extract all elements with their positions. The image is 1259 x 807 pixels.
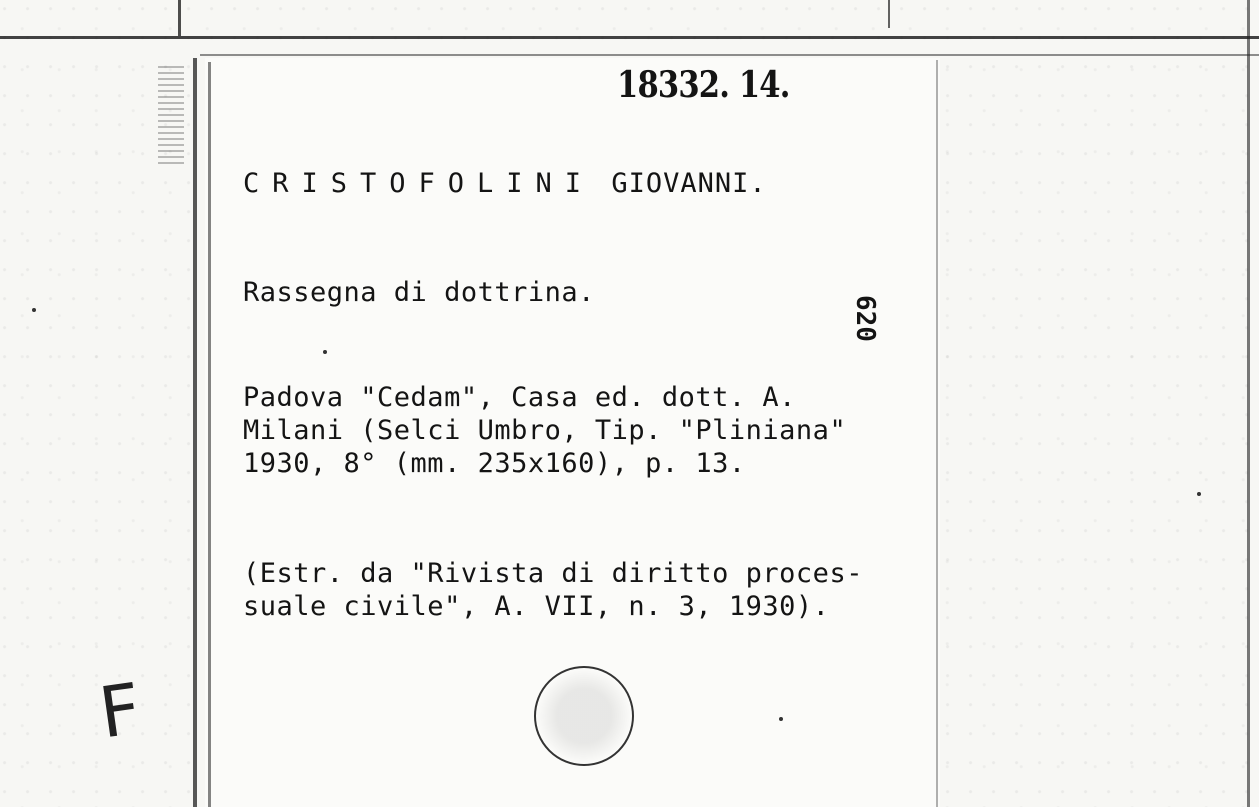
speck bbox=[323, 350, 327, 354]
divider bbox=[200, 54, 1259, 56]
card-edge bbox=[208, 62, 211, 807]
library-stamp bbox=[534, 666, 634, 766]
author-surname: CRISTOFOLINI bbox=[243, 168, 595, 199]
card-edge bbox=[193, 58, 197, 807]
imprint-line: Padova "Cedam", Casa ed. dott. A. bbox=[243, 382, 796, 413]
author-given-name: GIOVANNI. bbox=[611, 168, 767, 199]
side-code: 620 bbox=[850, 295, 880, 342]
divider bbox=[178, 0, 181, 36]
note-line: suale civile", A. VII, n. 3, 1930). bbox=[243, 591, 830, 622]
imprint-line: Milani (Selci Umbro, Tip. "Pliniana" bbox=[243, 415, 847, 446]
divider bbox=[1247, 0, 1250, 807]
divider bbox=[0, 36, 1259, 39]
speck bbox=[32, 308, 36, 312]
author-heading bbox=[243, 168, 767, 199]
card-edge bbox=[936, 60, 938, 807]
card-tab bbox=[158, 66, 184, 166]
speck bbox=[779, 717, 783, 721]
marginal-mark: F bbox=[94, 667, 146, 755]
divider bbox=[888, 0, 890, 28]
imprint-line: 1930, 8° (mm. 235x160), p. 13. bbox=[243, 448, 746, 479]
shelfmark: 18332. 14. bbox=[617, 64, 790, 106]
note-line: (Estr. da "Rivista di diritto proces- bbox=[243, 558, 863, 589]
work-title: Rassegna di dottrina. bbox=[243, 277, 595, 308]
speck bbox=[1197, 492, 1201, 496]
